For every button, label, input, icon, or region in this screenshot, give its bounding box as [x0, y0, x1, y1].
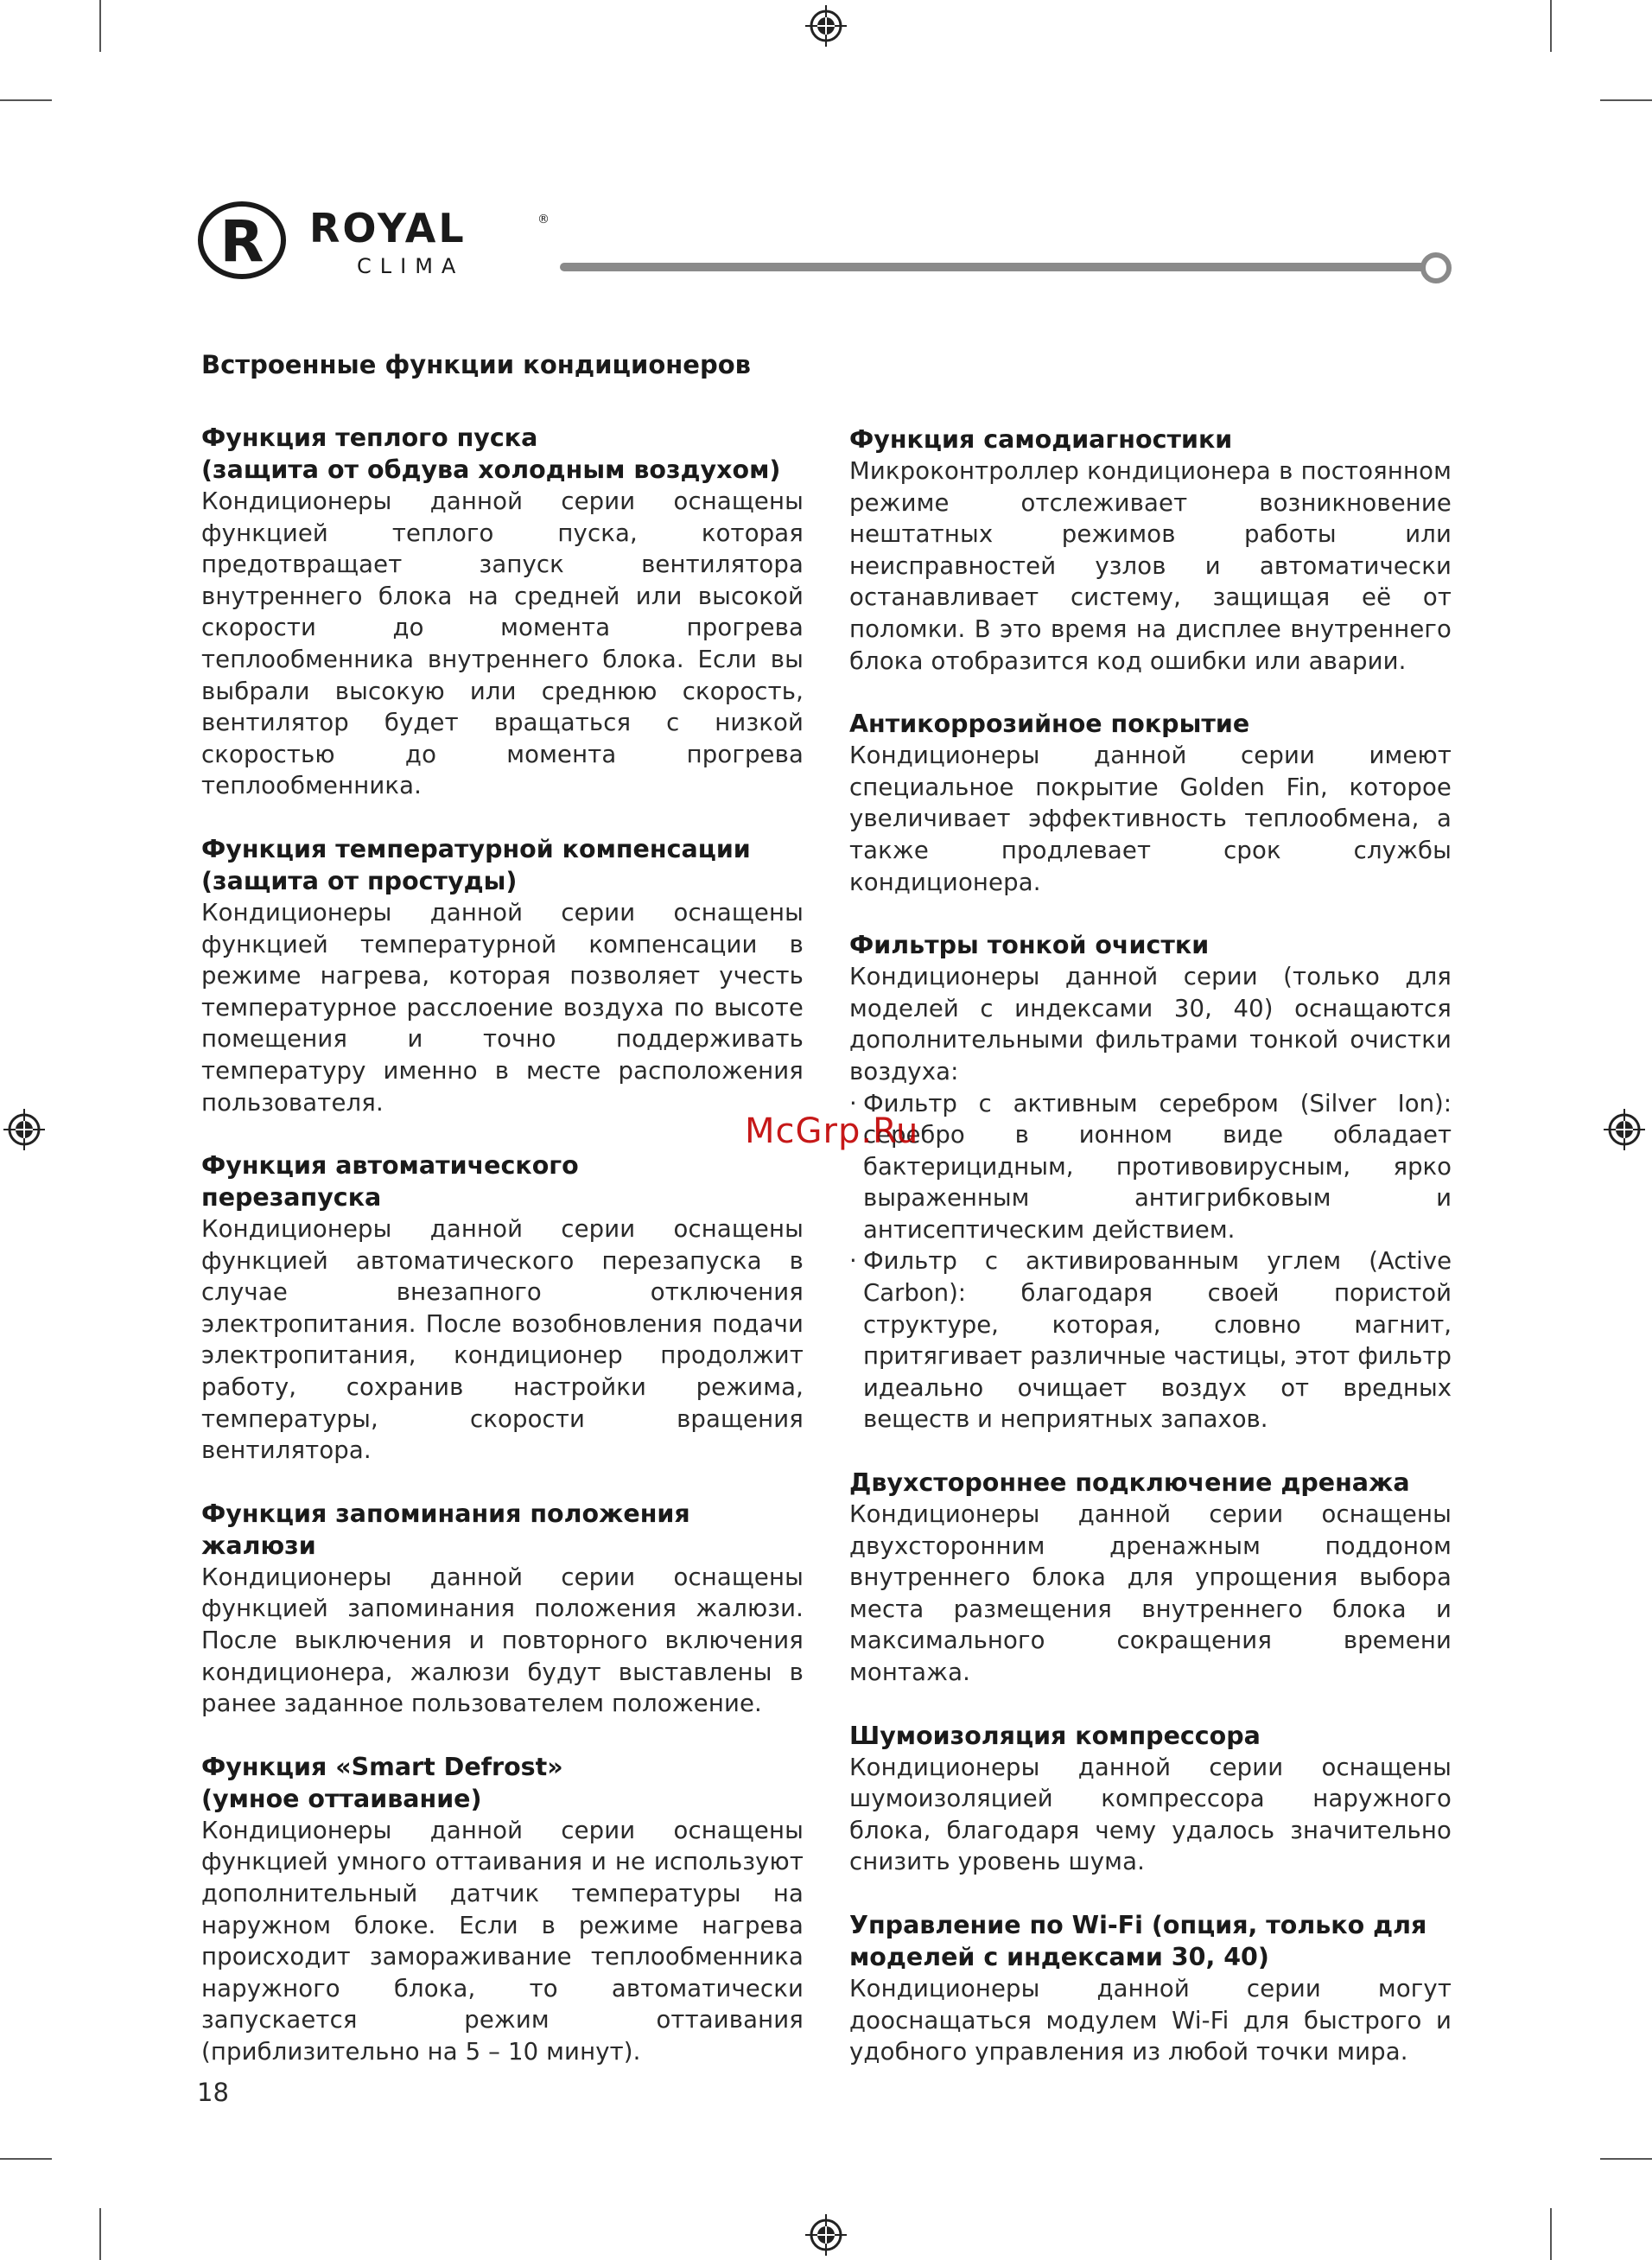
- feature-text: Микроконтроллер кондиционера в постоянном режиме отслеживает возникновение нештатных режимов работы или неисправностей узлов и автоматически останавливает систему, защищая её от поломки. В это время на дисплее внутреннего блока отобразится код ошибки или аварии.: [849, 457, 1452, 675]
- feature-heading: Функция «Smart Defrost» (умное оттаивание): [201, 1752, 563, 1813]
- feature-text: Кондиционеры данной серии имеют специальное покрытие Golden Fin, которое увеличивает эффективность теплообмена, а также продлевает срок службы кондиционера.: [849, 742, 1452, 896]
- feature-heading: Функция запоминания положения жалюзи: [201, 1499, 690, 1560]
- logo-name: ROYAL: [309, 205, 467, 251]
- feature-warm-start: [201, 422, 804, 802]
- feature-compressor-insulation: [849, 1720, 1452, 1878]
- crop-mark: [1550, 2208, 1552, 2260]
- feature-text: Кондиционеры данной серии оснащены функцией температурной компенсации в режиме нагрева, которая позволяет учесть температурное расслоение воздуха по высоте помещения и точно поддерживать температуру именно в месте расположения пользователя.: [201, 898, 804, 1117]
- crop-mark: [99, 0, 101, 52]
- right-column: [849, 423, 1452, 2099]
- crop-mark: [1550, 0, 1552, 52]
- header-rule: [560, 263, 1429, 271]
- registration-mark-icon: [1604, 1109, 1645, 1150]
- crop-mark: [0, 99, 52, 101]
- list-item: · Фильтр с активным серебром (Silver Ion): серебро в ионном виде обладает бактерицидным, противовирусным, ярко выраженным антигрибковым и антисептическим действием.: [849, 1088, 1452, 1246]
- registration-mark-icon: [805, 5, 847, 47]
- feature-anticorrosion: [849, 708, 1452, 898]
- feature-drainage: [849, 1467, 1452, 1689]
- feature-heading: Функция автоматического перезапуска: [201, 1151, 579, 1213]
- feature-text: Кондиционеры данной серии (только для моделей с индексами 30, 40) оснащаются дополнительными фильтрами тонкой очистки воздуха:: [849, 963, 1452, 1085]
- logo-mark: R: [219, 208, 264, 275]
- crop-mark: [99, 2208, 101, 2260]
- feature-heading: Функция температурной компенсации (защита от простуды): [201, 834, 751, 895]
- feature-heading: Функция теплого пуска (защита от обдува холодным воздухом): [201, 423, 781, 484]
- registration-mark-icon: [3, 1109, 45, 1150]
- feature-fine-filters: [849, 929, 1452, 1436]
- feature-auto-restart: [201, 1149, 804, 1467]
- feature-smart-defrost: [201, 1751, 804, 2068]
- feature-heading: Функция самодиагностики: [849, 425, 1233, 454]
- feature-heading: Шумоизоляция компрессора: [849, 1721, 1261, 1750]
- list-item: · Фильтр с активированным углем (Active Carbon): благодаря своей пористой структуре, которая, словно магнит, притягивает различные частицы, этот фильтр идеально очищает воздух от вредных веществ и неприятных запахов.: [849, 1245, 1452, 1436]
- feature-wifi: [849, 1909, 1452, 2068]
- crop-mark: [0, 2158, 52, 2160]
- feature-text: Кондиционеры данной серии оснащены функцией автоматического перезапуска в случае внезапного отключения электропитания. После возобновления подачи электропитания, кондиционер продолжит работу, сохранив настройки режима, температуры, скорости вращения вентилятора.: [201, 1215, 804, 1465]
- feature-text: Кондиционеры данной серии оснащены двухсторонним дренажным поддоном внутреннего блока для упрощения выбора места размещения внутреннего блока и максимального сокращения времени монтажа.: [849, 1500, 1452, 1686]
- section-title: Встроенные функции кондиционеров: [201, 350, 752, 379]
- feature-heading: Двухстороннее подключение дренажа: [849, 1468, 1410, 1498]
- registration-mark-icon: [805, 2214, 847, 2256]
- logo-registered: ®: [537, 213, 550, 226]
- watermark: McGrp.Ru: [745, 1111, 919, 1151]
- crop-mark: [1600, 99, 1652, 101]
- feature-text: Кондиционеры данной серии оснащены функцией запоминания положения жалюзи. После выключения и повторного включения кондиционера, жалюзи будут выставлены в ранее заданное пользователем положение.: [201, 1563, 804, 1718]
- crop-mark: [1600, 2158, 1652, 2160]
- feature-text: Кондиционеры данной серии оснащены шумоизоляцией компрессора наружного блока, благодаря чему удалось значительно снизить уровень шума.: [849, 1753, 1452, 1876]
- feature-louver-memory: [201, 1498, 804, 1720]
- page-number: 18: [197, 2078, 229, 2107]
- left-column: [201, 422, 804, 2099]
- feature-heading: Антикоррозийное покрытие: [849, 710, 1250, 739]
- feature-text: Кондиционеры данной серии оснащены функцией умного оттаивания и не используют дополнительный датчик температуры на наружном блоке. Если в режиме нагрева происходит замораживание теплообменника наружного блока, то автоматически запускается режим оттаивания (приблизительно на 5 – 10 минут).: [201, 1816, 804, 2066]
- feature-heading: Управление по Wi-Fi (опция, только для моделей с индексами 30, 40): [849, 1910, 1427, 1971]
- filter-list: [849, 1088, 1452, 1436]
- logo-subtitle: CLIMA: [357, 254, 465, 278]
- feature-text: Кондиционеры данной серии могут дооснащаться модулем Wi-Fi для быстрого и удобного управления из любой точки мира.: [849, 1974, 1452, 2066]
- feature-self-diagnostics: [849, 423, 1452, 677]
- royal-clima-logo: [197, 197, 560, 283]
- feature-temp-compensation: [201, 833, 804, 1118]
- feature-heading: Фильтры тонкой очистки: [849, 931, 1210, 960]
- feature-text: Кондиционеры данной серии оснащены функцией теплого пуска, которая предотвращает запуск вентилятора внутреннего блока на средней или высокой скорости до момента прогрева теплообменника внутреннего блока. Если вы выбрали высокую или среднюю скорость, вентилятор будет вращаться с низкой скоростью до момента прогрева теплообменника.: [201, 487, 804, 800]
- header-rule-end: [1420, 252, 1452, 283]
